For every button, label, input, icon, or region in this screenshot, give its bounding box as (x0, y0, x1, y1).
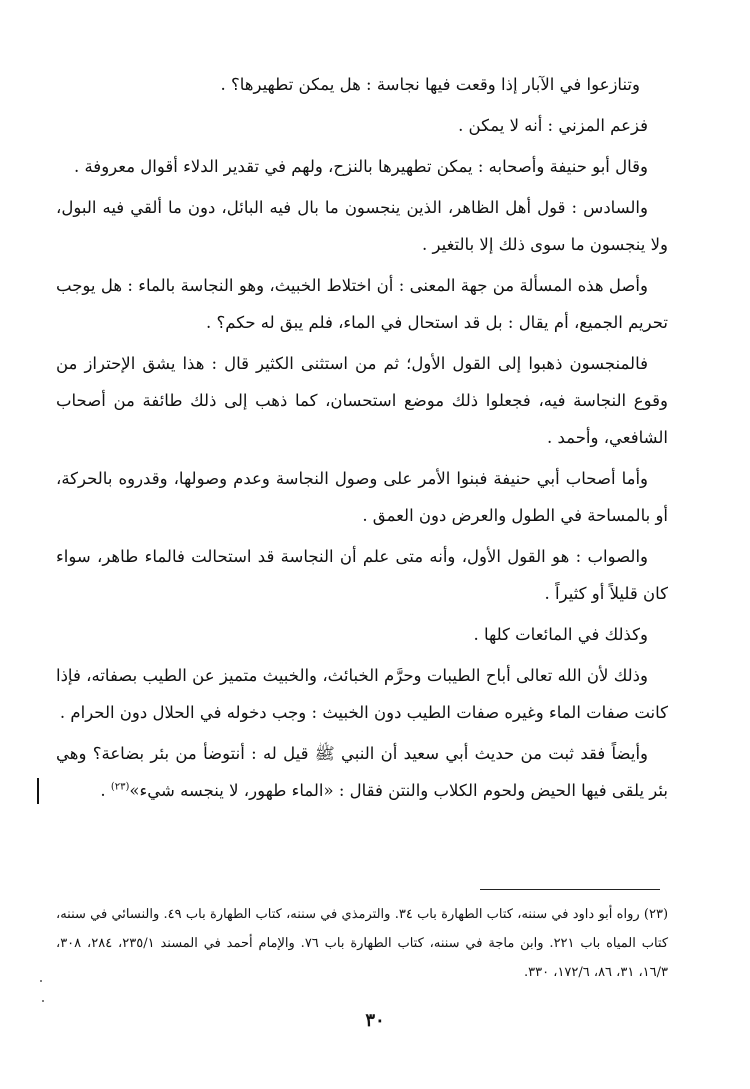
paragraph-correct-view: والصواب : هو القول الأول، وأنه متى علم أن النجاسة قد استحالت فالماء طاهر، سواء كان قليلاً أو كثيراً . (56, 547, 668, 603)
footnote-divider (480, 889, 660, 890)
footnote: (٢٣) رواه أبو داود في سننه، كتاب الطهارة باب ٣٤. والترمذي في سننه، كتاب الطهارة باب ٤٩. والنسائي في سننه، كتاب المياه باب ٢٢١. وابن ماجة في سننه، كتاب الطهارة باب ٧٦. والإمام أحمد في المسند ٢٣٥/١، ٢٨٤، ٣٠٨، ١٦/٣، ٣١، ٨٦، ١٧٢/٦، ٣٣٠. (56, 907, 669, 980)
paragraph-wells: وتنازعوا في الآبار إذا وقعت فيها نجاسة : هل يمكن تطهيرها؟ . (220, 75, 640, 94)
margin-mark (37, 778, 39, 804)
paragraph-hanafi-companions: وأما أصحاب أبي حنيفة فبنوا الأمر على وصول النجاسة وعدم وصولها، وقدروه بالحركة، أو بالمساحة في الطول والعرض دون العمق . (56, 469, 668, 525)
paragraph-abu-hanifa: وقال أبو حنيفة وأصحابه : يمكن تطهيرها بالنزح، ولهم في تقدير الدلاء أقوال معروفة . (73, 157, 648, 176)
page-number: ٣٠ (365, 1010, 385, 1031)
paragraph-tayyibat: وذلك لأن الله تعالى أباح الطيبات وحرَّم الخبائث، والخبيث متميز عن الطيب بصفاته، فإذا كانت صفات الماء وغيره صفات الطيب دون الخبيث : وجب دخوله في الحلال دون الحرام . (56, 666, 668, 722)
scan-speck (40, 980, 42, 982)
footnote-reference: (٢٣) (110, 781, 130, 793)
scan-speck (42, 1000, 44, 1002)
paragraph-hadith: وأيضاً فقد ثبت من حديث أبي سعيد أن النبي ﷺ قيل له : أنتوضأ من بئر بضاعة؟ وهي بئر يلقى فيها الحيض ولحوم الكلاب والنتن فقال : «الماء طهور، لا ينجسه شيء»$^{(٢٣)}$ . (56, 744, 668, 800)
paragraph-liquids: وكذلك في المائعات كلها . (473, 625, 648, 644)
paragraph-origin: وأصل هذه المسألة من جهة المعنى : أن اختلاط الخبيث، وهو النجاسة بالماء : هل يوجب تحريم الجميع، أم يقال : بل قد استحال في الماء، فلم يبق له حكم؟ . (56, 276, 668, 332)
paragraph-najisun: فالمنجسون ذهبوا إلى القول الأول؛ ثم من استثنى الكثير قال : هذا يشق الإحتراز من وقوع النجاسة فيه، فجعلوا ذلك موضع استحسان، كما ذهب إلى ذلك طائفة من أصحاب الشافعي، وأحمد . (56, 354, 668, 447)
hadith-text: وأيضاً فقد ثبت من حديث أبي سعيد أن النبي ﷺ قيل له : أنتوضأ من بئر بضاعة؟ وهي بئر يلقى فيها الحيض ولحوم الكلاب والنتن فقال : «الماء طهور، لا ينجسه شيء» (56, 744, 668, 800)
paragraph-sixth: والسادس : قول أهل الظاهر، الذين ينجسون ما بال فيه البائل، دون ما ألقي فيه البول، ولا ينجسون ما سوى ذلك إلا بالتغير . (56, 198, 668, 254)
main-text (56, 66, 668, 813)
paragraph-muzani: فزعم المزني : أنه لا يمكن . (458, 116, 648, 135)
